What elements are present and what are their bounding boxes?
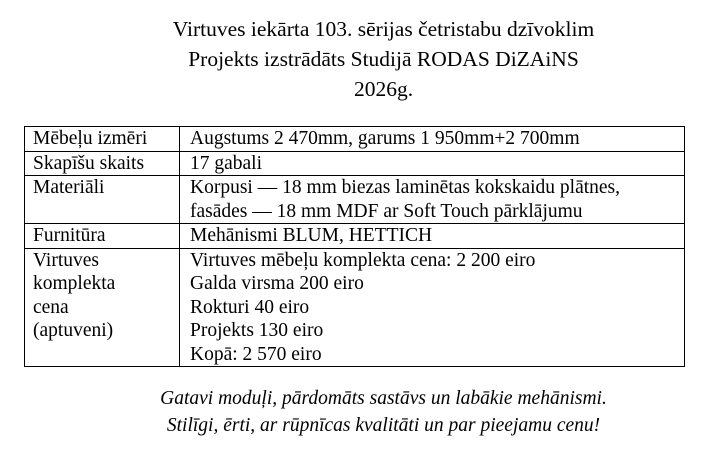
footer-line-2: Stilīgi, ērti, ar rūpnīcas kvalitāti un par pieejamu cenu! [166,415,601,436]
row-value-text: 17 gabali [190,152,263,174]
row-label-text: Materiāli [33,177,105,198]
table-row-hardware [25,224,685,249]
spec-table [24,126,685,367]
table-row-materials [25,176,685,224]
document-title [0,14,709,104]
row-value [180,248,685,367]
row-value-text: Mehānismi BLUM, HETTICH [190,225,433,246]
row-value-text: Galda virsma 200 eiro [190,273,364,294]
row-label-text: Furnitūra [33,225,106,246]
table-row-price [25,248,685,367]
row-label [25,224,180,249]
row-label-text: Mēbeļu izmēri [33,128,148,149]
row-value-text: Kopā: 2 570 eiro [190,343,322,365]
row-label [25,127,180,152]
row-label-text: (aptuveni) [33,320,114,341]
title-line-1: Virtuves iekārta 103. sērijas četristabu dzīvoklim [172,17,595,41]
row-label-text: Skapīšu skaits [33,152,145,174]
row-label-text: komplekta [33,273,116,294]
footer-line-1: Gatavi moduļi, pārdomāts sastāvs un labākie mehānismi. [160,388,607,409]
row-value [180,176,685,224]
row-value-text: Virtuves mēbeļu komplekta cena: 2 200 eiro [190,249,536,271]
row-label [25,176,180,224]
row-value [180,151,685,176]
row-value-text: Rokturi 40 eiro [190,296,310,318]
row-value [180,224,685,249]
row-label [25,151,180,176]
row-value-text: Projekts 130 eiro [190,320,324,341]
title-line-2: Projekts izstrādāts Studijā RODAS DiZAiNS [188,47,579,71]
row-value-text: Augstums 2 470mm, garums 1 950mm+2 700mm [190,128,580,149]
footer-tagline [0,385,709,439]
table-row-cabinet-count [25,151,685,176]
row-label-text: Virtuves [33,249,99,271]
row-value-text: Korpusi — 18 mm biezas laminētas kokskaidu plātnes, [190,177,621,198]
row-value [180,127,685,152]
row-label [25,248,180,367]
title-line-3: 2026g. [353,77,414,101]
table-row-dimensions [25,127,685,152]
row-value-text: fasādes — 18 mm MDF ar Soft Touch pārklājumu [190,200,583,222]
row-label-text: cena [33,296,69,318]
